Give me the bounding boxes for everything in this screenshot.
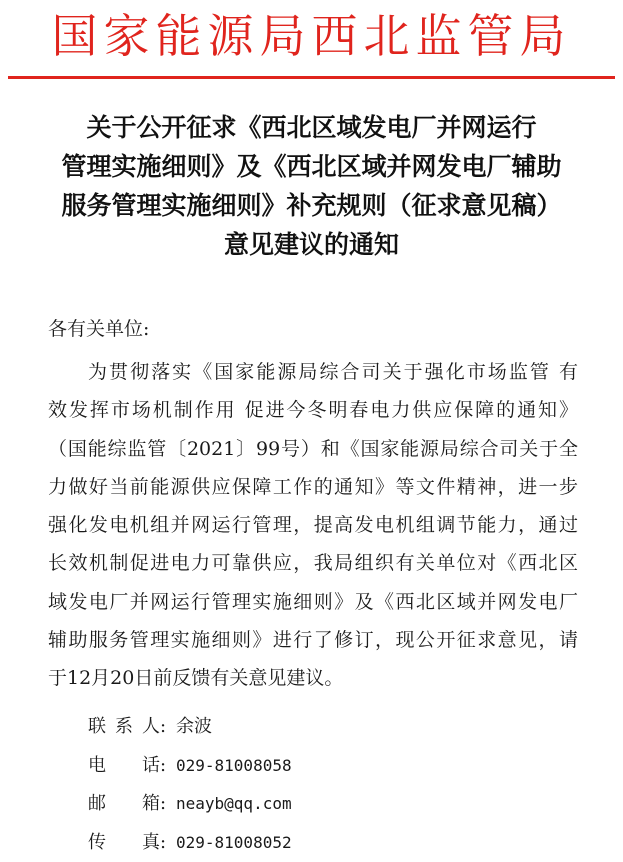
- contact-colon: :: [160, 824, 174, 862]
- title-line: 服务管理实施细则》补充规则（征求意见稿）: [40, 186, 583, 225]
- contact-label: 联系人: [88, 708, 160, 747]
- letterhead-org-name: 国家能源局西北监管局: [0, 6, 623, 66]
- contact-colon: :: [160, 708, 174, 747]
- contact-label: 电话: [88, 747, 160, 786]
- contact-colon: :: [160, 747, 174, 786]
- contact-info: [88, 708, 292, 862]
- title-line: 意见建议的通知: [40, 225, 583, 264]
- contact-phone-value: 029-81008058: [174, 747, 292, 786]
- body-line: 域发电厂并网运行管理实施细则》及《西北区域并网发电厂: [48, 583, 578, 621]
- contact-colon: :: [160, 785, 174, 824]
- contact-row-phone: [88, 747, 292, 786]
- contact-email-value: neayb@qq.com: [174, 785, 292, 824]
- body-line: 力做好当前能源供应保障工作的通知》等文件精神，进一步: [48, 468, 578, 506]
- title-line: 管理实施细则》及《西北区域并网发电厂辅助: [40, 147, 583, 186]
- document-title: [40, 108, 583, 264]
- body-line: 辅助服务管理实施细则》进行了修订，现公开征求意见，请: [48, 621, 578, 659]
- body-paragraph: [48, 353, 578, 698]
- salutation: 各有关单位:: [48, 316, 149, 342]
- contact-row-fax: [88, 824, 292, 862]
- contact-row-person: [88, 708, 292, 747]
- body-line: 强化发电机组并网运行管理，提高发电机组调节能力，通过: [48, 506, 578, 544]
- contact-label: 传真: [88, 824, 160, 862]
- body-line: 于12月20日前反馈有关意见建议。: [48, 659, 578, 697]
- body-line: 效发挥市场机制作用 促进今冬明春电力供应保障的通知》: [48, 391, 578, 429]
- contact-label: 邮箱: [88, 785, 160, 824]
- contact-row-email: [88, 785, 292, 824]
- body-line: 长效机制促进电力可靠供应，我局组织有关单位对《西北区: [48, 544, 578, 582]
- body-line: （国能综监管〔2021〕99号）和《国家能源局综合司关于全: [48, 430, 578, 468]
- contact-fax-value: 029-81008052: [174, 824, 292, 862]
- contact-person-value: 余波: [174, 708, 212, 747]
- body-line: 为贯彻落实《国家能源局综合司关于强化市场监管 有: [48, 353, 578, 391]
- letterhead-red-rule: [8, 76, 615, 79]
- title-line: 关于公开征求《西北区域发电厂并网运行: [40, 108, 583, 147]
